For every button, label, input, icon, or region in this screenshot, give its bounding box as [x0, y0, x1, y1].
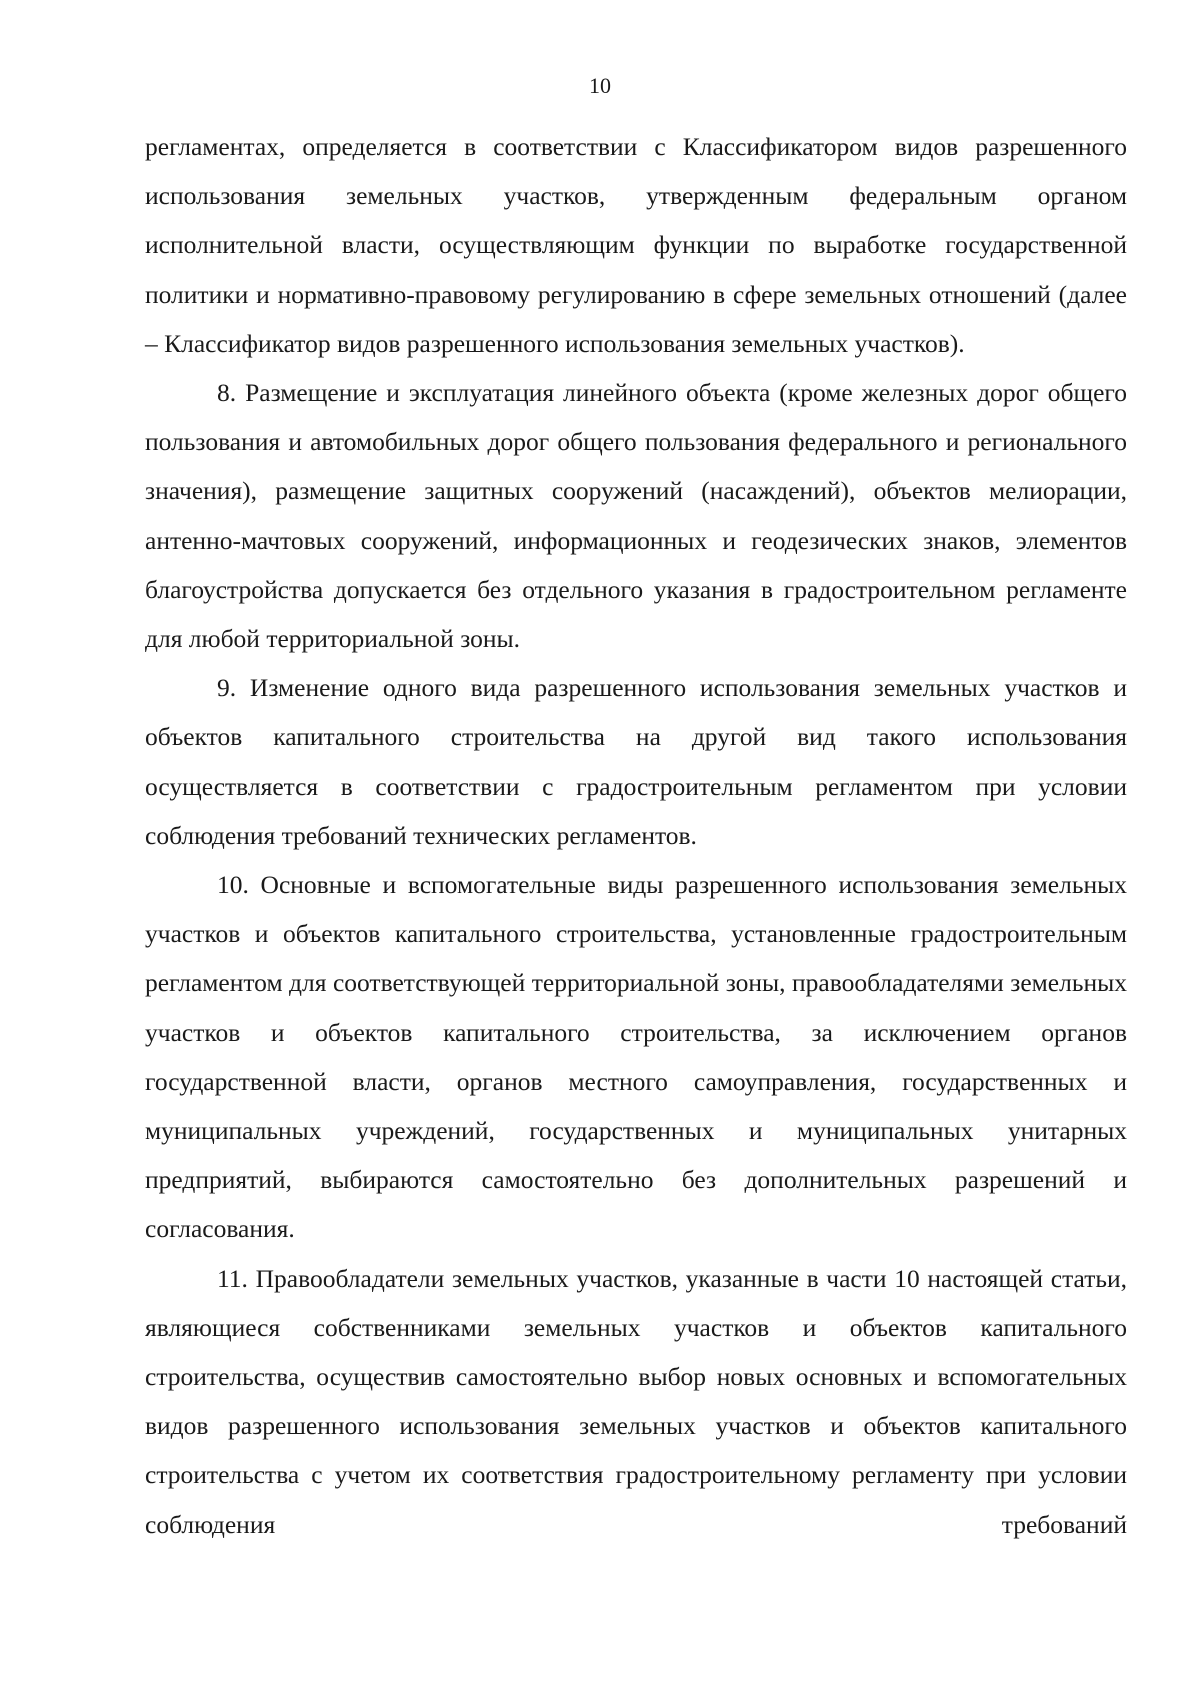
document-body	[145, 122, 1127, 1549]
paragraph-item-11: 11. Правообладатели земельных участков, указанные в части 10 настоящей статьи, являющиеся собственниками земельных участков и объектов капитального строительства, осуществив самостоятельно выбор новых основных и вспомогательных видов разрешенного использования земельных участков и объектов капитального строительства с учетом их соответствия градостроительному регламенту при условии соблюдения требований	[145, 1263, 1127, 1539]
paragraph-item-9: 9. Изменение одного вида разрешенного использования земельных участков и объектов капитального строительства на другой вид такого использования осуществляется в соответствии с градостроительным регламентом при условии соблюдения требований технических регламентов.	[145, 673, 1127, 850]
paragraph-item-10: 10. Основные и вспомогательные виды разрешенного использования земельных участков и объектов капитального строительства, установленные градостроительным регламентом для соответствующей территориальной зоны, правообладателями земельных участков и объектов капитального строительства, за исключением органов государственной власти, органов местного самоуправления, государственных и муниципальных учреждений, государственных и муниципальных унитарных предприятий, выбираются самостоятельно без дополнительных разрешений и согласования.	[145, 870, 1127, 1244]
page-number: 10	[589, 73, 611, 98]
paragraph-item-8: 8. Размещение и эксплуатация линейного объекта (кроме железных дорог общего пользования и автомобильных дорог общего пользования федерального и регионального значения), размещение защитных сооружений (насаждений), объектов мелиорации, антенно-мачтовых сооружений, информационных и геодезических знаков, элементов благоустройства допускается без отдельного указания в градостроительном регламенте для любой территориальной зоны.	[145, 378, 1127, 654]
paragraph-continuation: регламентах, определяется в соответствии с Классификатором видов разрешенного использования земельных участков, утвержденным федеральным органом исполнительной власти, осуществляющим функции по выработке государственной политики и нормативно-правовому регулированию в сфере земельных отношений (далее – Классификатор видов разрешенного использования земельных участков).	[145, 132, 1127, 358]
